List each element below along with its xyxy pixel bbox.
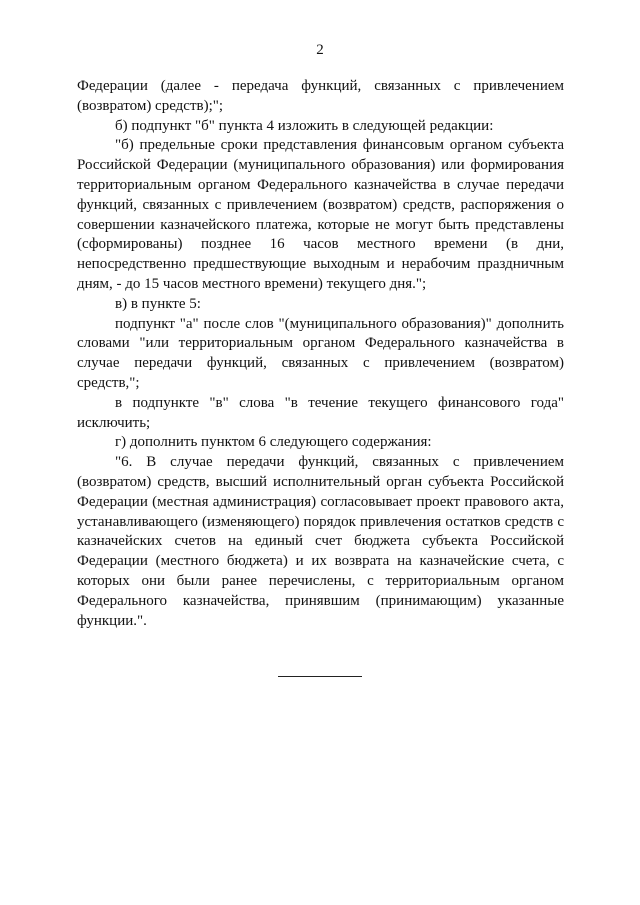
paragraph-3: "б) предельные сроки представления финансовым органом субъекта Российской Федерации (муниципального образования) или формирования территориальным органом Федерального казначейства в случае передачи функций, связанных с привлечением (возвратом) средств, распоряжения о совершении казначейского платежа, которые не могут быть представлены (сформированы) позднее 16 часов местного времени (в дни, непосредственно предшествующие выходным и нерабочим праздничным дням, - до 15 часов местного времени) текущего дня.";: [77, 137, 564, 292]
paragraph-6: в подпункте "в" слова "в течение текущего финансового года" исключить;: [77, 394, 564, 431]
paragraph-5: подпункт "а" после слов "(муниципального образования)" дополнить словами "или территориальным органом Федерального казначейства в случае передачи функций, связанных с привлечением (возвратом) средств,";: [77, 315, 564, 391]
paragraph-8: "6. В случае передачи функций, связанных с привлечением (возвратом) средств, высший исполнительный орган субъекта Российской Федерации (местная администрация) согласовывает проект правового акта, устанавливающего (изменяющего) порядок привлечения остатков средств с казначейских счетов на единый счет бюджета субъекта Российской Федерации (местного бюджета) и их возврата на казначейские счета, с которых они были ранее перечислены, с территориальным органом Федерального казначейства, принявшим (принимающим) указанные функции.".: [77, 454, 564, 629]
paragraph-1: Федерации (далее - передача функций, связанных с привлечением (возвратом) средств);";: [77, 78, 564, 114]
page-number: 2: [316, 42, 324, 58]
paragraph-7: г) дополнить пунктом 6 следующего содержания:: [115, 434, 432, 451]
paragraph-2: б) подпункт "б" пункта 4 изложить в следующей редакции:: [115, 117, 494, 134]
paragraph-4: в) в пункте 5:: [115, 295, 201, 312]
end-divider-line: [278, 676, 362, 677]
document-body: [77, 77, 564, 631]
